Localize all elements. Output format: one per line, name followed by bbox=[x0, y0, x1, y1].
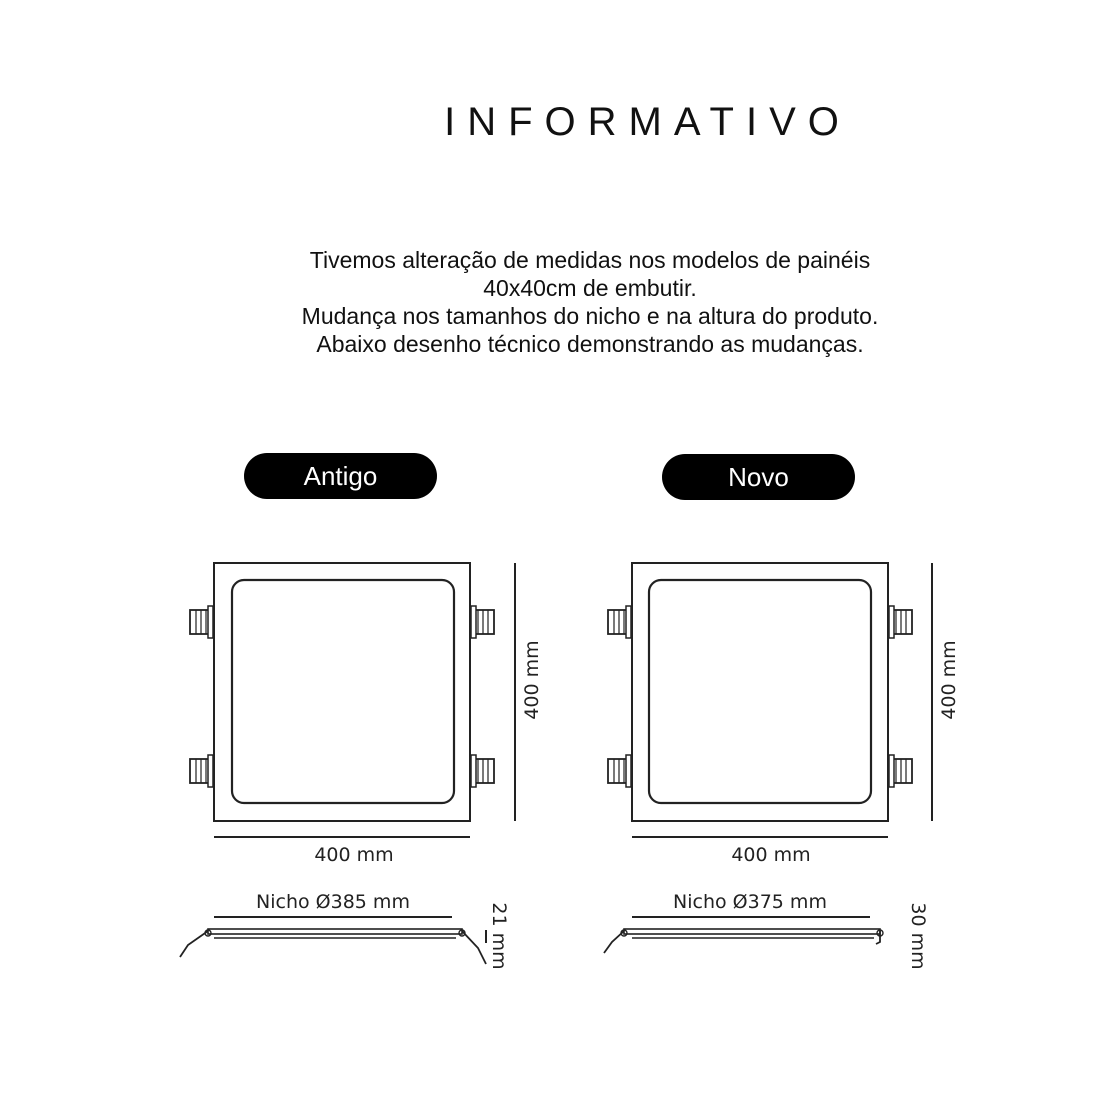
spring-clip-icon bbox=[889, 755, 912, 787]
spring-clip-icon bbox=[608, 755, 631, 787]
novo-side-view bbox=[604, 917, 883, 953]
antigo-width-label: 400 mm bbox=[314, 844, 394, 866]
intro-line: 40x40cm de embutir. bbox=[483, 275, 697, 301]
antigo-height-label: 400 mm bbox=[521, 640, 543, 720]
intro-line: Mudança nos tamanhos do nicho e na altura do produto. bbox=[301, 303, 879, 329]
antigo-niche-label: Nicho Ø385 mm bbox=[256, 891, 410, 913]
spring-clip-icon bbox=[471, 755, 494, 787]
antigo-side-view bbox=[180, 917, 486, 964]
page-title: INFORMATIVO bbox=[444, 100, 851, 144]
intro-line: Abaixo desenho técnico demonstrando as mudanças. bbox=[316, 331, 864, 357]
spring-clip-icon bbox=[190, 606, 213, 638]
novo-niche-label: Nicho Ø375 mm bbox=[673, 891, 827, 913]
novo-height-label: 400 mm bbox=[938, 640, 960, 720]
spring-clip-icon bbox=[608, 606, 631, 638]
novo-depth-label: 30 mm bbox=[907, 902, 929, 970]
spring-clip-icon bbox=[889, 606, 912, 638]
antigo-front-view bbox=[190, 563, 515, 837]
spring-clip-icon bbox=[190, 755, 213, 787]
spring-clip-icon bbox=[471, 606, 494, 638]
novo-width-label: 400 mm bbox=[731, 844, 811, 866]
antigo-badge: Antigo bbox=[244, 453, 437, 499]
intro-line: Tivemos alteração de medidas nos modelos de painéis bbox=[309, 247, 871, 273]
novo-badge: Novo bbox=[662, 454, 855, 500]
novo-front-view bbox=[608, 563, 932, 837]
antigo-depth-label: 21 mm bbox=[488, 902, 510, 970]
